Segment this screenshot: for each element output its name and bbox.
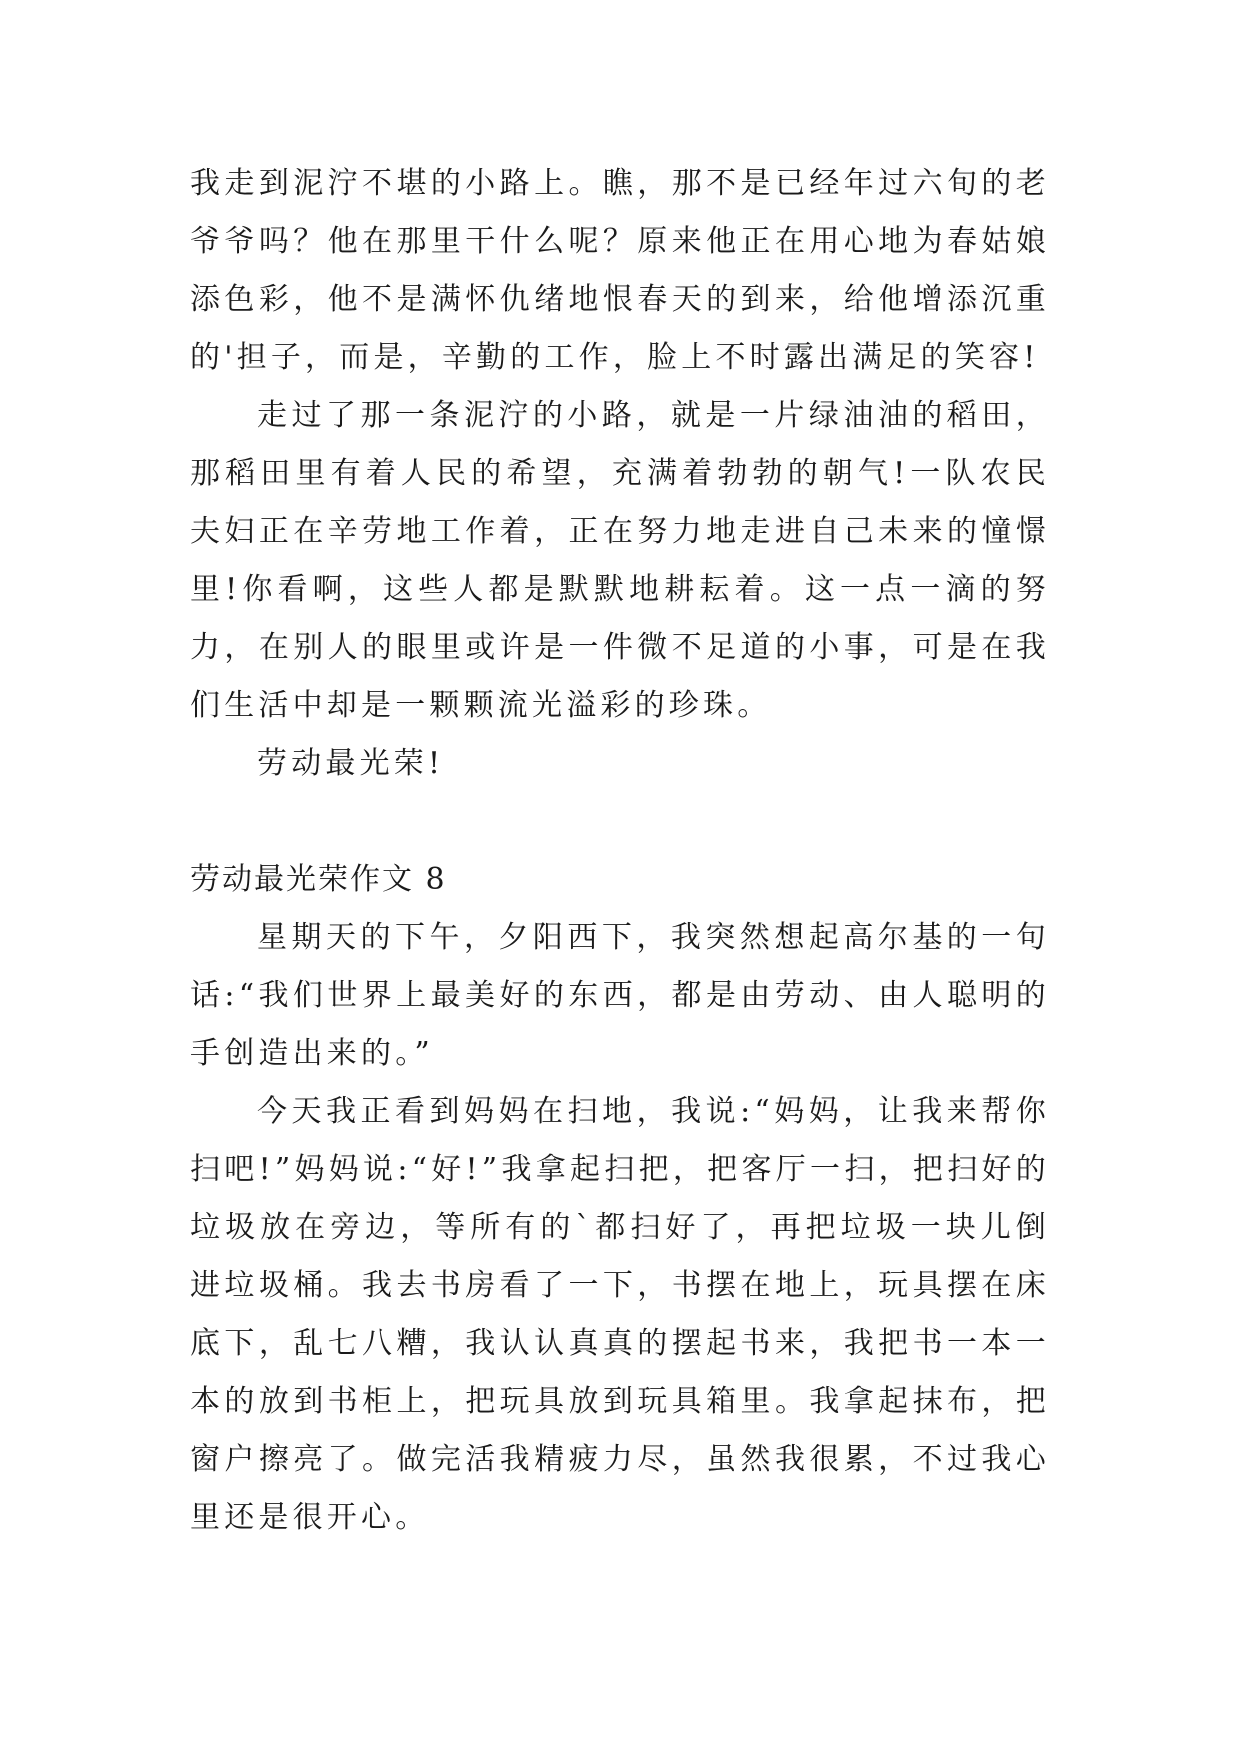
paragraph-labor-glory: 劳动最光荣! — [257, 746, 445, 781]
essay-heading: 劳动最光荣作文 8 — [190, 862, 447, 897]
document-page — [190, 155, 1050, 1547]
paragraph-old-grandpa: 我走到泥泞不堪的小路上。瞧，那不是已经年过六旬的老爷爷吗？他在那里干什么呢？原来他正在用心地为春姑娘添色彩，他不是满怀仇绪地恨春天的到来，给他增添沉重的'担子，而是，辛勤的工作，脸上不时露出满足的笑容! — [190, 166, 1050, 375]
paragraph-sweeping: 今天我正看到妈妈在扫地，我说:“妈妈，让我来帮你扫吧!”妈妈说:“好!”我拿起扫把，把客厅一扫，把扫好的垃圾放在旁边，等所有的`都扫好了，再把垃圾一块儿倒进垃圾桶。我去书房看了一下，书摆在地上，玩具摆在床底下，乱七八糟，我认认真真的摆起书来，我把书一本一本的放到书柜上，把玩具放到玩具箱里。我拿起抹布，把窗户擦亮了。做完活我精疲力尽，虽然我很累，不过我心里还是很开心。 — [190, 1094, 1050, 1535]
paragraph-rice-field: 走过了那一条泥泞的小路，就是一片绿油油的稻田，那稻田里有着人民的希望，充满着勃勃的朝气!一队农民夫妇正在辛劳地工作着，正在努力地走进自己未来的憧憬里!你看啊，这些人都是默默地耕耘着。这一点一滴的努力，在别人的眼里或许是一件微不足道的小事，可是在我们生活中却是一颗颗流光溢彩的珍珠。 — [190, 398, 1050, 723]
paragraph-gorky-quote: 星期天的下午，夕阳西下，我突然想起高尔基的一句话:“我们世界上最美好的东西，都是由劳动、由人聪明的手创造出来的。” — [190, 920, 1050, 1071]
